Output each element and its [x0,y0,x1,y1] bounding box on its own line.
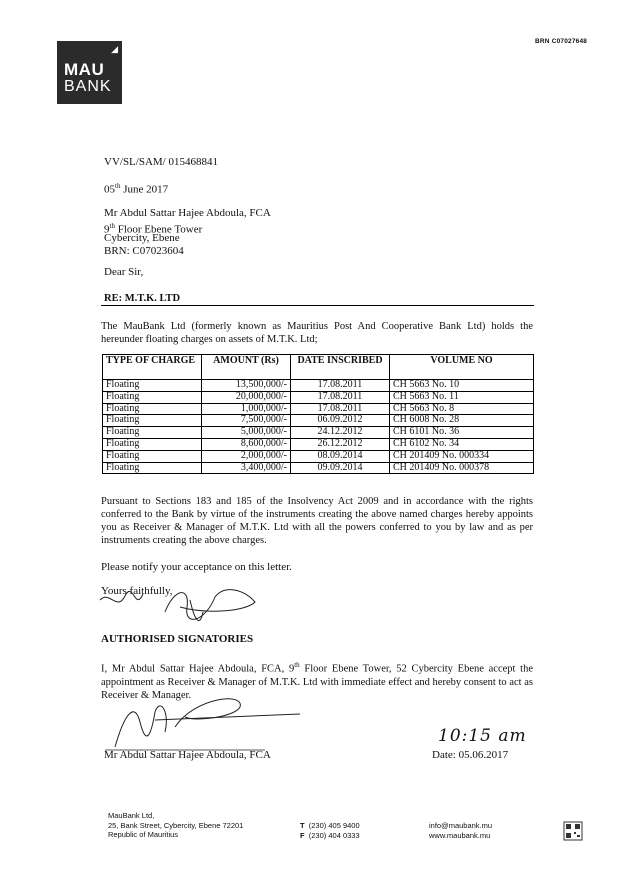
cell-amount: 13,500,000/- [202,380,291,392]
sign-date: Date: 05.06.2017 [432,749,509,761]
cell-type: Floating [103,450,202,462]
table-row [103,380,534,392]
footer-company: MauBank Ltd, [108,811,155,820]
cell-amount: 7,500,000/- [202,415,291,427]
addressee-name: Mr Abdul Sattar Hajee Abdoula, FCA [104,207,271,219]
header-type: TYPE OF CHARGE [103,355,202,380]
cell-volume: CH 6102 No. 34 [390,438,534,450]
logo-line-2: BANK [64,78,112,95]
footer-fax: F (230) 404 0333 [300,830,360,840]
addressee-floor: 9th Floor Ebene Tower [104,221,203,236]
header-date: DATE INSCRIBED [291,355,390,380]
cell-type: Floating [103,462,202,474]
cell-type: Floating [103,438,202,450]
subject-line: RE: M.T.K. LTD [104,293,181,304]
addressee-block [104,207,271,257]
bank-signature [95,582,265,632]
table-row [103,462,534,474]
cell-volume: CH 201409 No. 000334 [390,450,534,462]
footer-tel: T (230) 405 9400 [300,821,360,830]
footer-email: info@maubank.mu [429,821,493,830]
closing-line: Yours faithfully, [101,585,173,597]
cell-date: 24.12.2012 [291,427,390,439]
letter-reference: VV/SL/SAM/ 015468841 [104,156,218,168]
footer-country: Republic of Mauritius [108,830,179,839]
addressee-city: Cybercity, Ebene [104,232,180,244]
cell-type: Floating [103,380,202,392]
cell-volume: CH 201409 No. 000378 [390,462,534,474]
subject-rule [101,305,534,306]
cell-date: 09.09.2014 [291,462,390,474]
cell-amount: 1,000,000/- [202,403,291,415]
receiver-signature [95,692,305,757]
cell-amount: 8,600,000/- [202,438,291,450]
cell-type: Floating [103,427,202,439]
intro-paragraph: The MauBank Ltd (formerly known as Mauritius Post And Cooperative Bank Ltd) holds the hereunder floating charges on assets of M.T.K. Ltd; [101,321,533,345]
footer-phone [300,821,360,840]
cell-type: Floating [103,391,202,403]
letter-date: 05th June 2017 [104,182,169,196]
cell-date: 17.08.2011 [291,380,390,392]
header-volume: VOLUME NO [390,355,534,380]
brn-reference: BRN C07027648 [535,38,588,45]
qr-code-icon [563,821,583,841]
body-paragraph: Pursuant to Sections 183 and 185 of the Insolvency Act 2009 and in accordance with the rights conferred to the Bank by virtue of the instruments creating the above named charges hereby appoints you as Receiver & Manager of M.T.K. Ltd with all the powers conferred to you by law and as per instruments creating the above charges. [101,496,533,546]
authorised-signatories: AUTHORISED SIGNATORIES [101,633,254,645]
charges-table [102,354,534,474]
charges-table-header [103,355,534,380]
table-row [103,438,534,450]
cell-volume: CH 5663 No. 10 [390,380,534,392]
cell-type: Floating [103,403,202,415]
notify-line: Please notify your acceptance on this letter. [101,561,292,573]
addressee-brn: BRN: C07023604 [104,244,184,257]
table-row [103,427,534,439]
salutation: Dear Sir, [104,266,144,278]
cell-type: Floating [103,415,202,427]
table-row [103,450,534,462]
handwritten-time: 10:15 am [438,726,527,746]
acceptance-paragraph: I, Mr Abdul Sattar Hajee Abdoula, FCA, 9th Floor Ebene Tower, 52 Cybercity Ebene accept the appointment as Receiver & Manager of M.T.K. Ltd with immediate effect and hereby consent to act as Receiver & Manager. [101,661,533,701]
footer-street: 25, Bank Street, Cybercity, Ebene 72201 [108,820,244,830]
cell-date: 08.09.2014 [291,450,390,462]
cell-volume: CH 5663 No. 8 [390,403,534,415]
cell-amount: 3,400,000/- [202,462,291,474]
cell-amount: 20,000,000/- [202,391,291,403]
cell-volume: CH 6101 No. 36 [390,427,534,439]
cell-amount: 5,000,000/- [202,427,291,439]
cell-date: 26.12.2012 [291,438,390,450]
footer-contact [429,821,492,840]
table-row [103,415,534,427]
cell-volume: CH 5663 No. 11 [390,391,534,403]
maubank-logo [57,41,122,104]
table-row [103,403,534,415]
footer-web: www.maubank.mu [429,830,491,840]
logo-line-1: MAU [64,60,105,79]
footer-address [108,811,243,840]
header-amount: AMOUNT (Rs) [202,355,291,380]
signer-name: Mr Abdul Sattar Hajee Abdoula, FCA [104,749,271,761]
arrow-corner-icon: ◢ [111,44,118,54]
cell-date: 17.08.2011 [291,391,390,403]
cell-date: 06.09.2012 [291,415,390,427]
cell-amount: 2,000,000/- [202,450,291,462]
table-row [103,391,534,403]
cell-volume: CH 6008 No. 28 [390,415,534,427]
cell-date: 17.08.2011 [291,403,390,415]
